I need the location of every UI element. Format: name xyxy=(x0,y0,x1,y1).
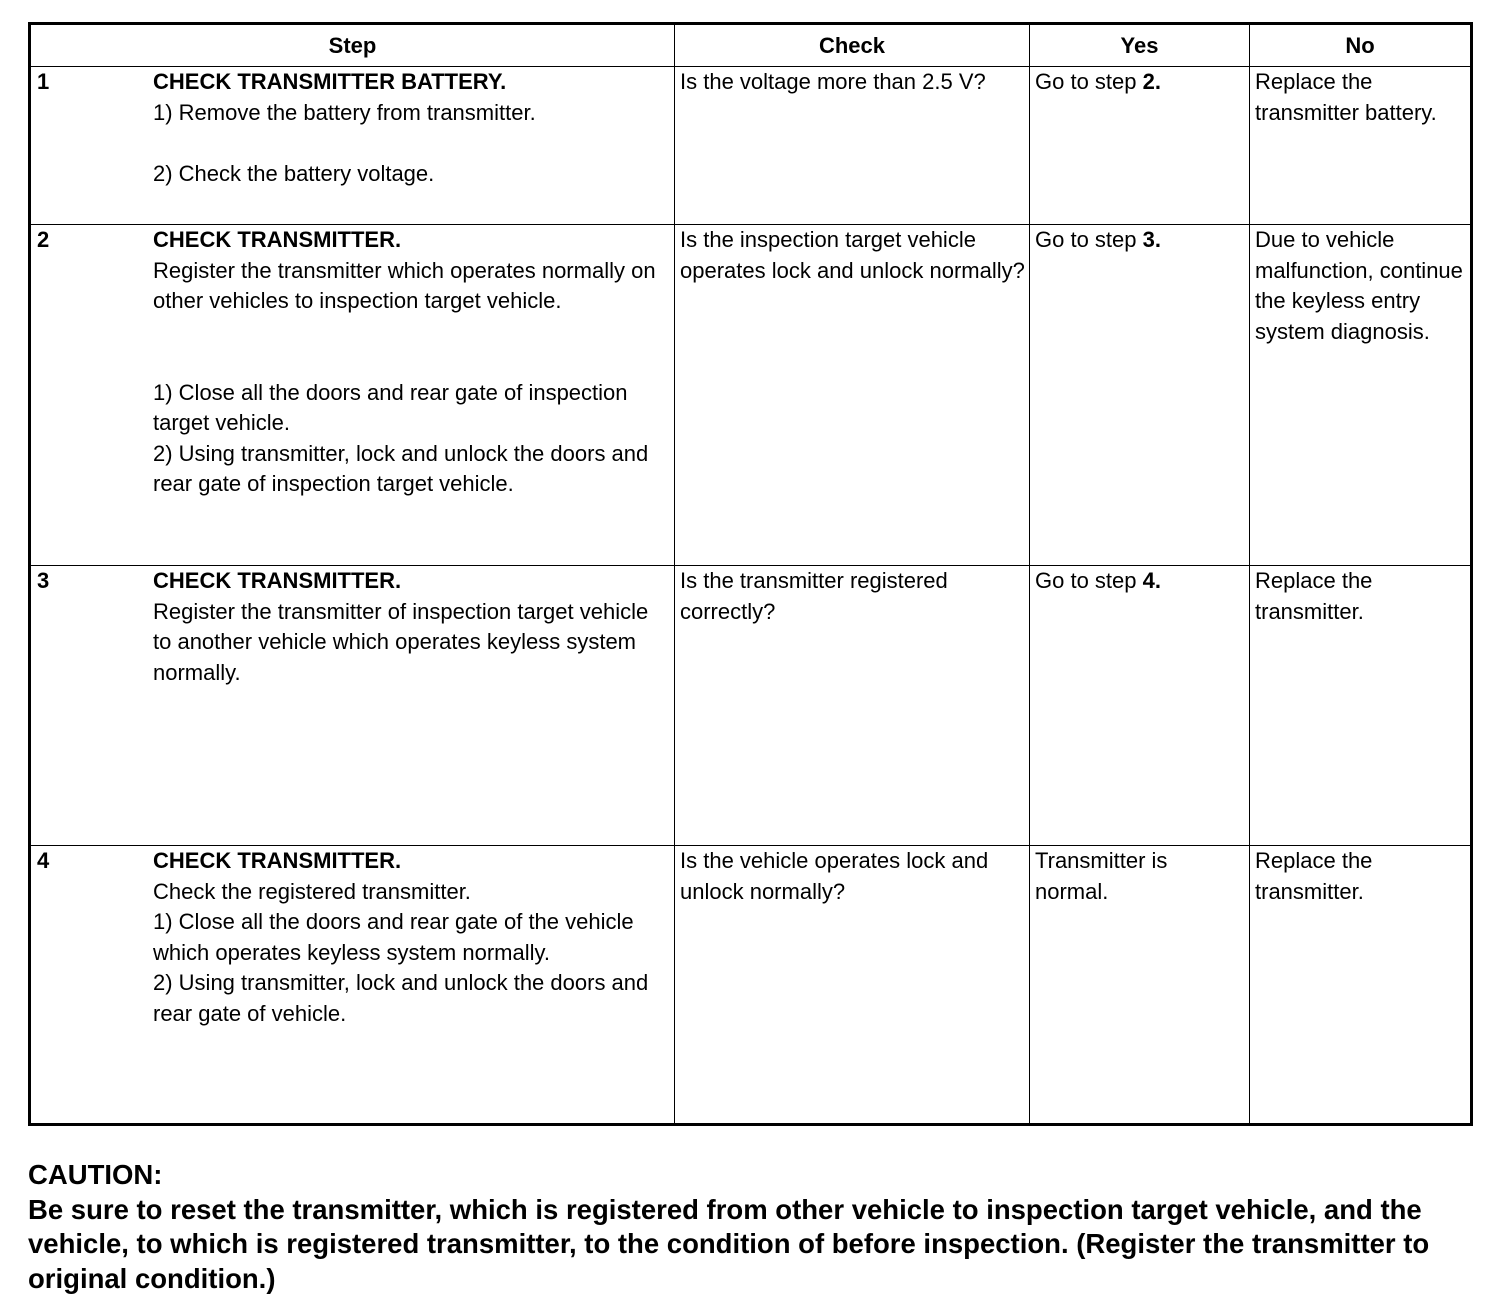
step-title: CHECK TRANSMITTER. xyxy=(153,848,402,873)
step-intro: Register the transmitter of inspection target vehicle to another vehicle which operates keyless system normally. xyxy=(153,598,649,685)
header-no: No xyxy=(1250,24,1472,67)
step-cell xyxy=(30,225,675,566)
step-intro: Check the registered transmitter. xyxy=(153,878,471,904)
no-cell: Replace the transmitter battery. xyxy=(1250,67,1472,225)
yes-step-ref: 2. xyxy=(1142,69,1161,94)
caution-text: Be sure to reset the transmitter, which is registered from other vehicle to inspection target vehicle, and the vehicle, to which is registered transmitter, to the condition of before inspection. (Register the transmitter to original condition.) xyxy=(28,1193,1430,1294)
step-instruction: 2) Check the battery voltage. xyxy=(153,160,435,186)
no-cell: Due to vehicle malfunction, continue the keyless entry system diagnosis. xyxy=(1250,225,1472,566)
step-instruction: 1) Close all the doors and rear gate of inspection target vehicle. xyxy=(153,379,628,435)
step-intro: Register the transmitter which operates normally on other vehicles to inspection target vehicle. xyxy=(153,257,656,313)
caution-note xyxy=(28,1158,1478,1296)
yes-step-ref: 3. xyxy=(1142,227,1161,252)
step-cell xyxy=(30,67,675,225)
step-title: CHECK TRANSMITTER BATTERY. xyxy=(153,69,507,94)
table-row xyxy=(30,566,1472,846)
check-cell: Is the inspection target vehicle operates lock and unlock normally? xyxy=(675,225,1030,566)
step-number: 3 xyxy=(37,568,50,593)
diagnosis-table xyxy=(28,22,1473,1126)
no-cell: Replace the transmitter. xyxy=(1250,846,1472,1125)
step-number: 1 xyxy=(37,69,50,94)
check-cell: Is the vehicle operates lock and unlock normally? xyxy=(675,846,1030,1125)
step-cell xyxy=(30,566,675,846)
header-step: Step xyxy=(30,24,675,67)
step-title: CHECK TRANSMITTER. xyxy=(153,227,402,252)
check-cell: Is the transmitter registered correctly? xyxy=(675,566,1030,846)
header-yes: Yes xyxy=(1030,24,1250,67)
yes-cell: Transmitter is normal. xyxy=(1030,846,1250,1125)
step-instruction: 2) Using transmitter, lock and unlock the doors and rear gate of inspection target vehicle. xyxy=(153,440,649,496)
step-number: 2 xyxy=(37,227,50,252)
step-number: 4 xyxy=(37,848,50,873)
step-instruction: 1) Close all the doors and rear gate of the vehicle which operates keyless system normally. xyxy=(153,909,634,965)
yes-cell xyxy=(1030,67,1250,225)
step-instruction: 1) Remove the battery from transmitter. xyxy=(153,99,536,125)
caution-heading: CAUTION: xyxy=(28,1159,163,1190)
step-cell xyxy=(30,846,675,1125)
table-header-row xyxy=(30,24,1472,67)
yes-cell xyxy=(1030,225,1250,566)
no-cell: Replace the transmitter. xyxy=(1250,566,1472,846)
yes-text: Go to step xyxy=(1035,69,1143,94)
yes-text: Go to step xyxy=(1035,227,1143,252)
header-check: Check xyxy=(675,24,1030,67)
yes-cell xyxy=(1030,566,1250,846)
yes-text: Go to step xyxy=(1035,568,1143,593)
step-title: CHECK TRANSMITTER. xyxy=(153,568,402,593)
check-cell: Is the voltage more than 2.5 V? xyxy=(675,67,1030,225)
table-row xyxy=(30,846,1472,1125)
table-row xyxy=(30,225,1472,566)
yes-step-ref: 4. xyxy=(1142,568,1161,593)
step-instruction: 2) Using transmitter, lock and unlock the doors and rear gate of vehicle. xyxy=(153,970,649,1026)
table-row xyxy=(30,67,1472,225)
